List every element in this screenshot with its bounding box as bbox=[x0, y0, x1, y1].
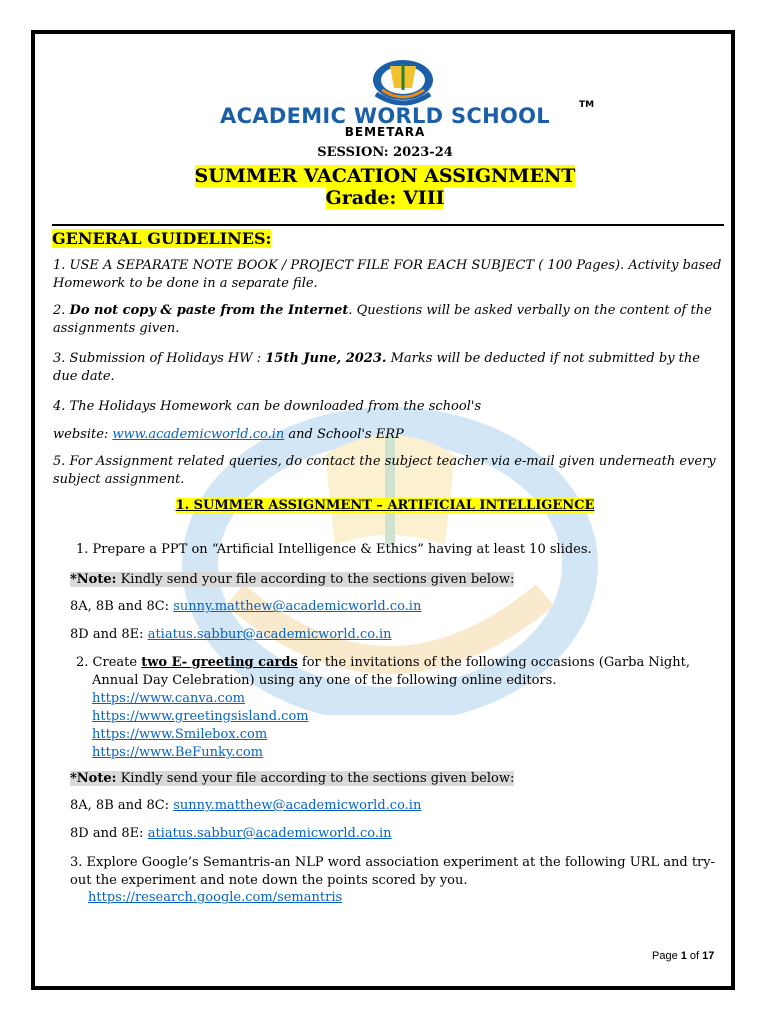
guideline-4-website-rest: and School's ERP bbox=[284, 427, 404, 442]
email-link-atiatus-2[interactable]: atiatus.sabbur@academicworld.co.in bbox=[147, 826, 392, 841]
ai-section-heading-text: 1. SUMMER ASSIGNMENT – ARTIFICIAL INTELLIGENCE bbox=[175, 498, 595, 513]
title-text: SUMMER VACATION ASSIGNMENT bbox=[194, 165, 576, 187]
school-name: ACADEMIC WORLD SCHOOL bbox=[220, 104, 550, 128]
guideline-2-bold: Do not copy & paste from the Internet bbox=[69, 303, 349, 318]
email-link-sunny[interactable]: sunny.matthew@academicworld.co.in bbox=[173, 599, 422, 614]
ai-section-heading bbox=[0, 498, 770, 513]
guideline-3 bbox=[53, 350, 728, 386]
link-smilebox[interactable]: https://www.Smilebox.com bbox=[92, 727, 268, 742]
note-2 bbox=[70, 770, 514, 788]
grade-text: Grade: VIII bbox=[325, 187, 445, 209]
link-semantris[interactable]: https://research.google.com/semantris bbox=[88, 890, 343, 905]
guideline-2-prefix: 2. bbox=[53, 303, 70, 318]
link-greetingsisland[interactable]: https://www.greetingsisland.com bbox=[92, 709, 309, 724]
section-8abc-label: 8A, 8B and 8C: bbox=[70, 599, 174, 614]
ai-question-3-link-wrap bbox=[88, 889, 342, 907]
ai-question-2 bbox=[76, 654, 726, 672]
note-2-text bbox=[70, 771, 514, 786]
trademark-mark: TM bbox=[579, 100, 595, 110]
note-1 bbox=[70, 571, 514, 589]
note-1-rest: Kindly send your file according to the sections given below: bbox=[116, 572, 515, 587]
link-befunky[interactable]: https://www.BeFunky.com bbox=[92, 745, 263, 760]
page-current: 1 bbox=[680, 950, 687, 962]
ai-question-3: 3. Explore Google’s Semantris-an NLP word association experiment at the following URL and try-out the experiment and note down the points scored by you. bbox=[70, 855, 715, 888]
ai-question-1: 1. Prepare a PPT on “Artificial Intelligence & Ethics” having at least 10 slides. bbox=[76, 542, 592, 557]
guideline-4-website bbox=[53, 426, 728, 444]
page-total: 17 bbox=[702, 950, 715, 962]
section-8abc-label-2: 8A, 8B and 8C: bbox=[70, 798, 174, 813]
section-8de-label-2: 8D and 8E: bbox=[70, 826, 148, 841]
section-8abc-1 bbox=[70, 598, 421, 616]
guidelines-heading bbox=[52, 229, 271, 248]
guideline-5: 5. For Assignment related queries, do contact the subject teacher via e-mail given underneath every subject assignment. bbox=[53, 454, 716, 487]
header-divider bbox=[52, 224, 724, 226]
session-label: SESSION: 2023-24 bbox=[317, 145, 453, 160]
school-logo bbox=[368, 58, 438, 110]
page-label: Page bbox=[652, 950, 681, 962]
ai-question-2-line2: Annual Day Celebration) using any one of the following online editors. bbox=[92, 673, 557, 688]
page-of: of bbox=[686, 950, 703, 962]
email-link-sunny-2[interactable]: sunny.matthew@academicworld.co.in bbox=[173, 798, 422, 813]
guideline-3-prefix: 3. Submission of Holidays HW : bbox=[53, 351, 266, 366]
guideline-4-website-prefix: website: bbox=[53, 427, 113, 442]
email-link-atiatus[interactable]: atiatus.sabbur@academicworld.co.in bbox=[147, 627, 392, 642]
grade-label bbox=[0, 187, 770, 209]
document-title bbox=[0, 165, 770, 187]
ai-question-2-rest: for the invitations of the following occasions (Garba Night, bbox=[297, 655, 690, 670]
school-city: BEMETARA bbox=[344, 125, 426, 139]
note-1-text bbox=[70, 572, 514, 587]
editor-links bbox=[92, 690, 309, 762]
guideline-1: 1. USE A SEPARATE NOTE BOOK / PROJECT FILE FOR EACH SUBJECT ( 100 Pages). Activity based Homework to be done in a separate file. bbox=[53, 258, 722, 291]
section-8de-label: 8D and 8E: bbox=[70, 627, 148, 642]
note-1-bold: *Note: bbox=[70, 572, 117, 587]
guideline-2-rest: . Questions will be asked verbally on the content of the assignments given. bbox=[53, 303, 712, 336]
link-canva[interactable]: https://www.canva.com bbox=[92, 691, 245, 706]
note-2-rest: Kindly send your file according to the sections given below: bbox=[116, 771, 515, 786]
ai-question-2-bold: two E- greeting cards bbox=[141, 655, 298, 670]
guidelines-heading-text: GENERAL GUIDELINES: bbox=[52, 229, 272, 248]
school-website-link[interactable]: www.academicworld.co.in bbox=[112, 427, 285, 442]
note-2-bold: *Note: bbox=[70, 771, 117, 786]
ai-question-2-prefix: 2. Create bbox=[76, 655, 142, 670]
guideline-4: 4. The Holidays Homework can be downloaded from the school's bbox=[53, 399, 482, 414]
section-8abc-2 bbox=[70, 797, 421, 815]
guideline-3-rest: Marks will be deducted if not submitted by the due date. bbox=[53, 351, 700, 384]
guideline-2 bbox=[53, 302, 728, 338]
section-8de-1 bbox=[70, 626, 392, 644]
section-8de-2 bbox=[70, 825, 392, 843]
page-number bbox=[652, 950, 714, 962]
guideline-3-date: 15th June, 2023. bbox=[265, 351, 387, 366]
